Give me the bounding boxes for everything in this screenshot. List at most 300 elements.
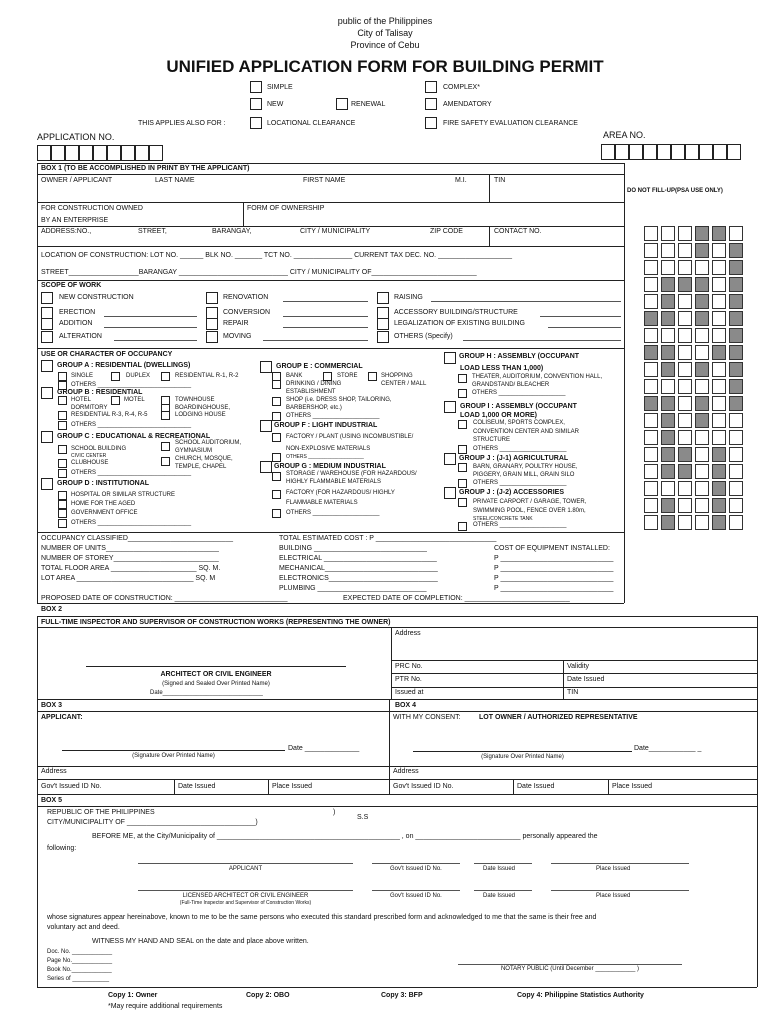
psa-grid-cell	[729, 328, 743, 343]
box4-date-issued-label: Date Issued	[517, 783, 555, 790]
notary-public-label: NOTARY PUBLIC (Until December ____________ )	[500, 966, 640, 972]
equipment-p1: P _____________________________	[494, 555, 614, 562]
box2-address-label: Address	[395, 630, 421, 637]
architect-label: ARCHITECT OR CIVIL ENGINEER	[160, 671, 272, 678]
legalization-checkbox[interactable]	[377, 318, 389, 330]
store-label: STORE	[337, 373, 358, 379]
box3-place-issued-label: Place Issued	[272, 783, 313, 790]
carport-checkbox[interactable]	[458, 498, 467, 507]
psa-grid-cell	[729, 345, 743, 360]
full-time-inspector-label: (Full-Time Inspector and Supervisor of Construction Works)	[179, 900, 312, 906]
enterprise-label-2: BY AN ENTERPRISE	[41, 217, 109, 224]
box2-title: FULL-TIME INSPECTOR AND SUPERVISOR OF CONSTRUCTION WORKS (REPRESENTING THE OWNER)	[41, 619, 391, 626]
psa-grid-cell	[712, 481, 726, 496]
drinking-checkbox[interactable]	[272, 380, 281, 389]
psa-grid-cell	[678, 277, 692, 292]
alteration-label: ALTERATION	[59, 333, 102, 340]
group-g-label: GROUP G : MEDIUM INDUSTRIAL	[274, 463, 386, 470]
psa-grid-cell	[678, 447, 692, 462]
equipment-p2: P _____________________________	[494, 565, 614, 572]
shop-label-2: BARBERSHOP, etc.)	[286, 405, 342, 411]
box3-date-label: Date ______________	[288, 745, 360, 752]
civic-center-label: CIVIC CENTER	[71, 453, 107, 459]
government-office-checkbox[interactable]	[58, 509, 67, 518]
equipment-p4: P _____________________________	[494, 585, 614, 592]
psa-grid-cell	[729, 481, 743, 496]
group-e-checkbox[interactable]	[260, 361, 272, 373]
residential-r12-label: RESIDENTIAL R-1, R-2	[175, 373, 239, 379]
group-h-others-checkbox[interactable]	[458, 389, 467, 398]
storage-label-2: HIGHLY FLAMMABLE MATERIALS	[286, 479, 382, 485]
shopping-checkbox[interactable]	[368, 372, 377, 381]
group-b-label: GROUP B : RESIDENTIAL	[57, 389, 143, 396]
simple-label: SIMPLE	[267, 84, 293, 91]
application-no-digit-box[interactable]	[37, 145, 51, 161]
new-construction-label: NEW CONSTRUCTION	[59, 294, 134, 301]
psa-grid-cell	[712, 345, 726, 360]
psa-grid-cell	[712, 328, 726, 343]
group-e-others-label: OTHERS ____________________	[286, 413, 380, 419]
single-label: SINGLE	[71, 373, 94, 379]
group-a-label: GROUP A : RESIDENTIAL (DWELLINGS)	[57, 362, 191, 369]
group-c-others-checkbox[interactable]	[58, 469, 67, 478]
group-i-checkbox[interactable]	[444, 401, 456, 413]
psa-grid-cell	[644, 481, 658, 496]
lodging-house-checkbox[interactable]	[161, 411, 170, 420]
psa-grid-cell	[712, 430, 726, 445]
street-barangay-line: STREET__________________BARANGAY ____________________________ CITY / MUNICIPALITY OF___________________________	[41, 269, 477, 276]
duplex-checkbox[interactable]	[111, 372, 120, 381]
psa-grid-cell	[661, 498, 675, 513]
group-i-label-1: GROUP I : ASSEMBLY (OCCUPANT	[460, 403, 577, 410]
auditorium-label-2: GYMNASIUM	[175, 448, 213, 454]
church-checkbox[interactable]	[161, 457, 170, 466]
whose-signatures-2: voluntary act and deed.	[47, 924, 120, 931]
psa-grid-cell	[644, 328, 658, 343]
owner-applicant-label: OWNER / APPLICANT	[41, 177, 113, 184]
copy-2-obo: Copy 2: OBO	[246, 992, 290, 999]
theater-label-2: GRANDSTAND/ BLEACHER	[472, 382, 550, 388]
application-no-label: APPLICATION NO.	[37, 132, 115, 142]
psa-grid-cell	[695, 515, 709, 530]
psa-grid-cell	[712, 260, 726, 275]
simple-checkbox[interactable]	[250, 81, 262, 93]
box2-date-label: Date______________________________	[150, 690, 263, 696]
addition-checkbox[interactable]	[41, 318, 53, 330]
box2-label: BOX 2	[41, 606, 63, 613]
applies-also-label: THIS APPLIES ALSO FOR :	[138, 120, 226, 127]
area-no-digit-box[interactable]	[629, 144, 643, 160]
clubhouse-checkbox[interactable]	[58, 459, 67, 468]
group-d-others-checkbox[interactable]	[58, 519, 67, 528]
legalization-label: LEGALIZATION OF EXISTING BUILDING	[394, 320, 525, 327]
moving-checkbox[interactable]	[206, 331, 218, 343]
group-g-others-checkbox[interactable]	[272, 509, 281, 518]
psa-grid-cell	[661, 430, 675, 445]
box3-address-label: Address	[41, 768, 67, 775]
psa-grid-cell	[644, 345, 658, 360]
factory-hazardous-label-2: FLAMMABLE MATERIALS	[286, 500, 358, 506]
psa-grid-cell	[644, 362, 658, 377]
psa-grid-cell	[729, 362, 743, 377]
box3-signature-label: (Signature Over Printed Name)	[132, 753, 215, 759]
group-h-label-2: LOAD LESS THAN 1,000)	[460, 365, 544, 372]
church-label-1: CHURCH, MOSQUE,	[175, 456, 233, 462]
notary-date-issued-1: Date Issued	[483, 866, 516, 872]
application-no-digit-box[interactable]	[121, 145, 135, 161]
number-of-units: NUMBER OF UNITS_____________________________	[41, 545, 219, 552]
psa-grid-cell	[678, 362, 692, 377]
application-no-digit-box[interactable]	[107, 145, 121, 161]
application-no-digit-box[interactable]	[65, 145, 79, 161]
renovation-checkbox[interactable]	[206, 292, 218, 304]
psa-grid-cell	[644, 260, 658, 275]
building-cost: BUILDING _____________________________	[279, 545, 427, 552]
residential-r12-checkbox[interactable]	[161, 372, 170, 381]
city-municipality-label: CITY/MUNICIPALITY OF _________________________________)	[47, 819, 258, 826]
erection-label: ERECTION	[59, 309, 96, 316]
expected-completion: EXPECTED DATE OF COMPLETION: ___________________________	[343, 595, 570, 602]
repair-label: REPAIR	[223, 320, 249, 327]
occupancy-title: USE OR CHARACTER OF OCCUPANCY	[41, 351, 173, 358]
signed-sealed-label: (Signed and Sealed Over Printed Name)	[162, 681, 270, 687]
area-no-digit-box[interactable]	[685, 144, 699, 160]
psa-grid-cell	[644, 311, 658, 326]
area-no-digit-box[interactable]	[671, 144, 685, 160]
total-estimated-cost: TOTAL ESTIMATED COST : P _______________________________	[279, 535, 497, 542]
psa-grid-cell	[695, 379, 709, 394]
psa-grid-cell	[729, 464, 743, 479]
first-name-label: FIRST NAME	[303, 177, 346, 184]
prc-label: PRC No.	[395, 663, 423, 670]
before-me-text: BEFORE ME, at the City/Municipality of _______________________________________________ , on ___________________________ personally appeared the	[92, 833, 598, 840]
area-no-digit-box[interactable]	[615, 144, 629, 160]
psa-grid-cell	[729, 447, 743, 462]
application-no-digit-box[interactable]	[79, 145, 93, 161]
group-a-checkbox[interactable]	[41, 360, 53, 372]
group-b-others-label: OTHERS ____________________________	[71, 422, 192, 428]
psa-grid-cell	[678, 481, 692, 496]
group-i-label-2: LOAD 1,000 OR MORE)	[460, 412, 538, 419]
group-h-others-label: OTHERS ____________________	[472, 390, 566, 396]
psa-grid-cell	[661, 464, 675, 479]
storage-checkbox[interactable]	[272, 472, 281, 481]
boardinghouse-label: BOARDINGHOUSE,	[175, 405, 231, 411]
scope-others-checkbox[interactable]	[377, 331, 389, 343]
copy-4-psa: Copy 4: Philippine Statistics Authority	[517, 992, 644, 999]
contact-label: CONTACT NO.	[494, 228, 542, 235]
psa-grid-cell	[695, 260, 709, 275]
whose-signatures-1: whose signatures appear hereinabove, known to me to be the same persons who executed this standard prescribed form and acknowledged to me that the same is their free and	[47, 914, 597, 921]
psa-grid-cell	[712, 294, 726, 309]
factory-plant-checkbox[interactable]	[272, 433, 281, 442]
group-j1-label: GROUP J : (J-1) AGRICULTURAL	[459, 455, 569, 462]
group-j1-others-label: OTHERS ____________________	[473, 480, 567, 486]
church-label-2: TEMPLE, CHAPEL	[175, 464, 227, 470]
carport-label-1: PRIVATE CARPORT / GARAGE, TOWER,	[473, 499, 587, 505]
group-f-label: GROUP F : LIGHT INDUSTRIAL	[274, 422, 378, 429]
locational-clearance-label: LOCATIONAL CLEARANCE	[267, 120, 356, 127]
header-line-3: Province of Cebu	[350, 40, 420, 50]
box1-title: BOX 1 (TO BE ACCOMPLISHED IN PRINT BY THE APPLICANT)	[41, 165, 250, 172]
psa-grid-cell	[661, 277, 675, 292]
renovation-label: RENOVATION	[223, 294, 269, 301]
occupancy-classified: OCCUPANCY CLASSIFIED___________________________	[41, 535, 233, 542]
alteration-checkbox[interactable]	[41, 331, 53, 343]
doc-no: Doc. No. ____________	[47, 949, 113, 955]
psa-grid-cell	[644, 430, 658, 445]
proposed-date: PROPOSED DATE OF CONSTRUCTION: _____________________________	[41, 595, 288, 602]
box2-tin-label: TIN	[567, 689, 579, 696]
witness-text: WITNESS MY HAND AND SEAL on the date and place above written.	[92, 938, 309, 945]
psa-grid-cell	[712, 226, 726, 241]
psa-grid-cell	[678, 328, 692, 343]
psa-grid-cell	[644, 396, 658, 411]
area-no-digit-box[interactable]	[657, 144, 671, 160]
auditorium-checkbox[interactable]	[161, 442, 170, 451]
accessory-label: ACCESSORY BUILDING/STRUCTURE	[394, 309, 518, 316]
box3-date-issued-label: Date Issued	[178, 783, 216, 790]
psa-grid-cell	[695, 277, 709, 292]
area-no-digit-box[interactable]	[643, 144, 657, 160]
scope-title: SCOPE OF WORK	[41, 282, 102, 289]
box3-govt-id-label: Gov't Issued ID No.	[41, 783, 102, 790]
group-h-checkbox[interactable]	[444, 352, 456, 364]
psa-grid-cell	[661, 447, 675, 462]
group-c-label: GROUP C : EDUCATIONAL & RECREATIONAL	[57, 433, 211, 440]
raising-label: RAISING	[394, 294, 423, 301]
factory-plant-label: FACTORY / PLANT (USING INCOMBUSTIBLE/	[286, 434, 414, 440]
psa-grid-cell	[644, 413, 658, 428]
hospital-checkbox[interactable]	[58, 491, 67, 500]
applicant-label: APPLICANT:	[41, 714, 83, 721]
application-no-digit-box[interactable]	[135, 145, 149, 161]
hotel-label: HOTEL	[71, 397, 92, 403]
box4-address-label: Address	[393, 768, 419, 775]
residential-r345-checkbox[interactable]	[58, 411, 67, 420]
electrical-cost: ELECTRICAL _____________________________	[279, 555, 437, 562]
group-j2-others-checkbox[interactable]	[458, 522, 467, 531]
theater-checkbox[interactable]	[458, 374, 467, 383]
additional-requirements-note: *May require additional requirements	[108, 1003, 223, 1010]
enterprise-label-1: FOR CONSTRUCTION OWNED	[41, 205, 143, 212]
complex-checkbox[interactable]	[425, 81, 437, 93]
repair-checkbox[interactable]	[206, 318, 218, 330]
barn-checkbox[interactable]	[458, 463, 467, 472]
application-no-digit-box[interactable]	[51, 145, 65, 161]
ss-label: S.S	[357, 814, 369, 821]
equipment-p3: P _____________________________	[494, 575, 614, 582]
group-i-others-checkbox[interactable]	[458, 445, 467, 454]
clubhouse-label: CLUBHOUSE	[71, 460, 109, 466]
group-f-others-checkbox[interactable]	[272, 453, 281, 462]
psa-grid-cell	[661, 515, 675, 530]
psa-grid-cell	[661, 328, 675, 343]
psa-grid-cell	[712, 396, 726, 411]
psa-grid-cell	[661, 396, 675, 411]
group-j1-others-checkbox[interactable]	[458, 479, 467, 488]
home-aged-label: HOME FOR THE AGED	[71, 501, 136, 507]
application-no-digit-box[interactable]	[93, 145, 107, 161]
psa-grid-cell	[644, 277, 658, 292]
group-b-others-checkbox[interactable]	[58, 421, 67, 430]
group-e-others-checkbox[interactable]	[272, 412, 281, 421]
notary-govt-id-2: Gov't Issued ID No.	[390, 893, 442, 899]
hotel-checkbox[interactable]	[58, 396, 67, 405]
psa-grid-cell	[729, 311, 743, 326]
conversion-label: CONVERSION	[223, 309, 271, 316]
psa-grid-cell	[695, 243, 709, 258]
psa-grid-cell	[729, 277, 743, 292]
shopping-label-1: SHOPPING	[381, 373, 413, 379]
notary-date-issued-2: Date Issued	[483, 893, 516, 899]
box3-label: BOX 3	[41, 702, 63, 709]
renewal-checkbox[interactable]	[336, 98, 348, 110]
header-line-1: public of the Philippines	[337, 16, 433, 26]
psa-grid-cell	[678, 464, 692, 479]
motel-checkbox[interactable]	[111, 396, 120, 405]
psa-grid-cell	[712, 362, 726, 377]
psa-grid-cell	[678, 294, 692, 309]
psa-grid-cell	[644, 447, 658, 462]
psa-grid-cell	[678, 345, 692, 360]
group-j2-others-label: OTHERS ____________________	[473, 522, 567, 528]
psa-grid-cell	[661, 345, 675, 360]
barn-label-1: BARN, GRANARY, POULTRY HOUSE,	[473, 464, 578, 470]
shop-label-1: SHOP (i.e. DRESS SHOP, TAILORING,	[286, 397, 392, 403]
group-c-others-label: OTHERS ____________________________	[71, 470, 192, 476]
psa-grid-cell	[661, 294, 675, 309]
psa-grid-cell	[695, 430, 709, 445]
psa-grid-cell	[695, 311, 709, 326]
psa-grid-cell	[729, 396, 743, 411]
box4-signature-label: (Signature Over Printed Name)	[481, 754, 564, 760]
group-d-checkbox[interactable]	[41, 478, 53, 490]
psa-grid-cell	[661, 481, 675, 496]
psa-grid-cell	[661, 362, 675, 377]
school-building-label: SCHOOL BUILDING	[71, 446, 127, 452]
psa-grid-cell	[695, 481, 709, 496]
psa-grid-cell	[712, 311, 726, 326]
issued-at-label: Issued at	[395, 689, 424, 696]
street-label: STREET,	[138, 228, 167, 235]
barn-label-2: PIGGERY, GRAIN MILL, GRAIN SILO	[473, 472, 575, 478]
shopping-label-2: CENTER / MALL	[381, 381, 427, 387]
psa-grid-cell	[678, 260, 692, 275]
republic-label: REPUBLIC OF THE PHILIPPINES	[47, 809, 155, 816]
school-building-checkbox[interactable]	[58, 445, 67, 454]
notary-place-issued-1: Place Issued	[596, 866, 631, 872]
psa-grid-cell	[644, 294, 658, 309]
psa-grid-cell	[661, 379, 675, 394]
group-d-others-label: OTHERS ____________________________	[71, 520, 192, 526]
psa-grid-cell	[712, 447, 726, 462]
area-no-digit-box[interactable]	[727, 144, 741, 160]
psa-grid-cell	[729, 430, 743, 445]
notary-govt-id-1: Gov't Issued ID No.	[390, 866, 442, 872]
group-j1-checkbox[interactable]	[444, 453, 456, 465]
psa-grid-cell	[661, 311, 675, 326]
psa-grid-cell	[644, 226, 658, 241]
locational-clearance-checkbox[interactable]	[250, 117, 262, 129]
tin-label: TIN	[494, 177, 506, 184]
group-j2-label: GROUP J : (J-2) ACCESSORIES	[459, 489, 565, 496]
psa-grid-cell	[678, 498, 692, 513]
shop-checkbox[interactable]	[272, 397, 281, 406]
raising-checkbox[interactable]	[377, 292, 389, 304]
group-c-checkbox[interactable]	[41, 431, 53, 443]
coliseum-checkbox[interactable]	[458, 420, 467, 429]
city-label: CITY / MUNICIPALITY	[300, 228, 371, 235]
area-no-digit-box[interactable]	[601, 144, 615, 160]
store-checkbox[interactable]	[323, 372, 332, 381]
psa-grid-cell	[695, 345, 709, 360]
licensed-architect-label: LICENSED ARCHITECT OR CIVIL ENGINEER	[182, 893, 309, 899]
group-i-others-label: OTHERS ____________________	[473, 446, 567, 452]
ptr-label: PTR No.	[395, 676, 422, 683]
psa-grid-cell	[729, 498, 743, 513]
series-of: Series of ___________	[47, 976, 110, 982]
storage-label-1: STORAGE / WAREHOUSE (FOR HAZARDOUS/	[286, 471, 417, 477]
mechanical-cost: MECHANICAL_____________________________	[279, 565, 438, 572]
group-g-checkbox[interactable]	[260, 461, 272, 473]
group-j2-checkbox[interactable]	[444, 487, 456, 499]
amendatory-label: AMENDATORY	[443, 101, 492, 108]
home-aged-checkbox[interactable]	[58, 500, 67, 509]
duplex-label: DUPLEX	[126, 373, 151, 379]
area-no-digit-box[interactable]	[699, 144, 713, 160]
motel-label: MOTEL	[124, 397, 145, 403]
complex-label: COMPLEX*	[443, 84, 480, 91]
notary-applicant-label: APPLICANT	[228, 866, 263, 872]
application-no-digit-box[interactable]	[149, 145, 163, 161]
psa-grid-cell	[678, 311, 692, 326]
with-my-consent-label: WITH MY CONSENT:	[393, 714, 461, 721]
new-checkbox[interactable]	[250, 98, 262, 110]
amendatory-checkbox[interactable]	[425, 98, 437, 110]
coliseum-label-3: STRUCTURE	[473, 437, 510, 443]
new-construction-checkbox[interactable]	[41, 292, 53, 304]
cost-of-equipment-label: COST OF EQUIPMENT INSTALLED:	[494, 545, 610, 552]
psa-grid-cell	[644, 498, 658, 513]
carport-label-2: SWIMMING POOL, FENCE OVER 1.80m,	[473, 508, 586, 514]
validity-label: Validity	[567, 663, 590, 670]
box4-place-issued-label: Place Issued	[612, 783, 653, 790]
new-label: NEW	[267, 101, 284, 108]
psa-grid-cell	[678, 243, 692, 258]
psa-grid-cell	[678, 430, 692, 445]
area-no-digit-box[interactable]	[713, 144, 727, 160]
psa-grid-cell	[661, 243, 675, 258]
psa-grid-cell	[644, 379, 658, 394]
psa-grid-cell	[712, 498, 726, 513]
single-checkbox[interactable]	[58, 372, 67, 381]
lot-area: LOT AREA ______________________________ SQ. M	[41, 575, 216, 582]
box4-date-label: Date____________ _	[634, 745, 702, 752]
group-f-checkbox[interactable]	[260, 420, 272, 432]
moving-label: MOVING	[223, 333, 252, 340]
box4-label: BOX 4	[395, 702, 417, 709]
group-b-checkbox[interactable]	[41, 387, 53, 399]
psa-grid-cell	[695, 328, 709, 343]
fire-safety-checkbox[interactable]	[425, 117, 437, 129]
factory-hazardous-checkbox[interactable]	[272, 490, 281, 499]
drinking-label-2: ESTABLISHMENT	[286, 389, 336, 395]
group-h-label-1: GROUP H : ASSEMBLY (OCCUPANT	[459, 353, 580, 360]
psa-grid-cell	[661, 413, 675, 428]
republic-paren: )	[333, 809, 336, 816]
page-no: Page No.____________	[47, 958, 113, 964]
